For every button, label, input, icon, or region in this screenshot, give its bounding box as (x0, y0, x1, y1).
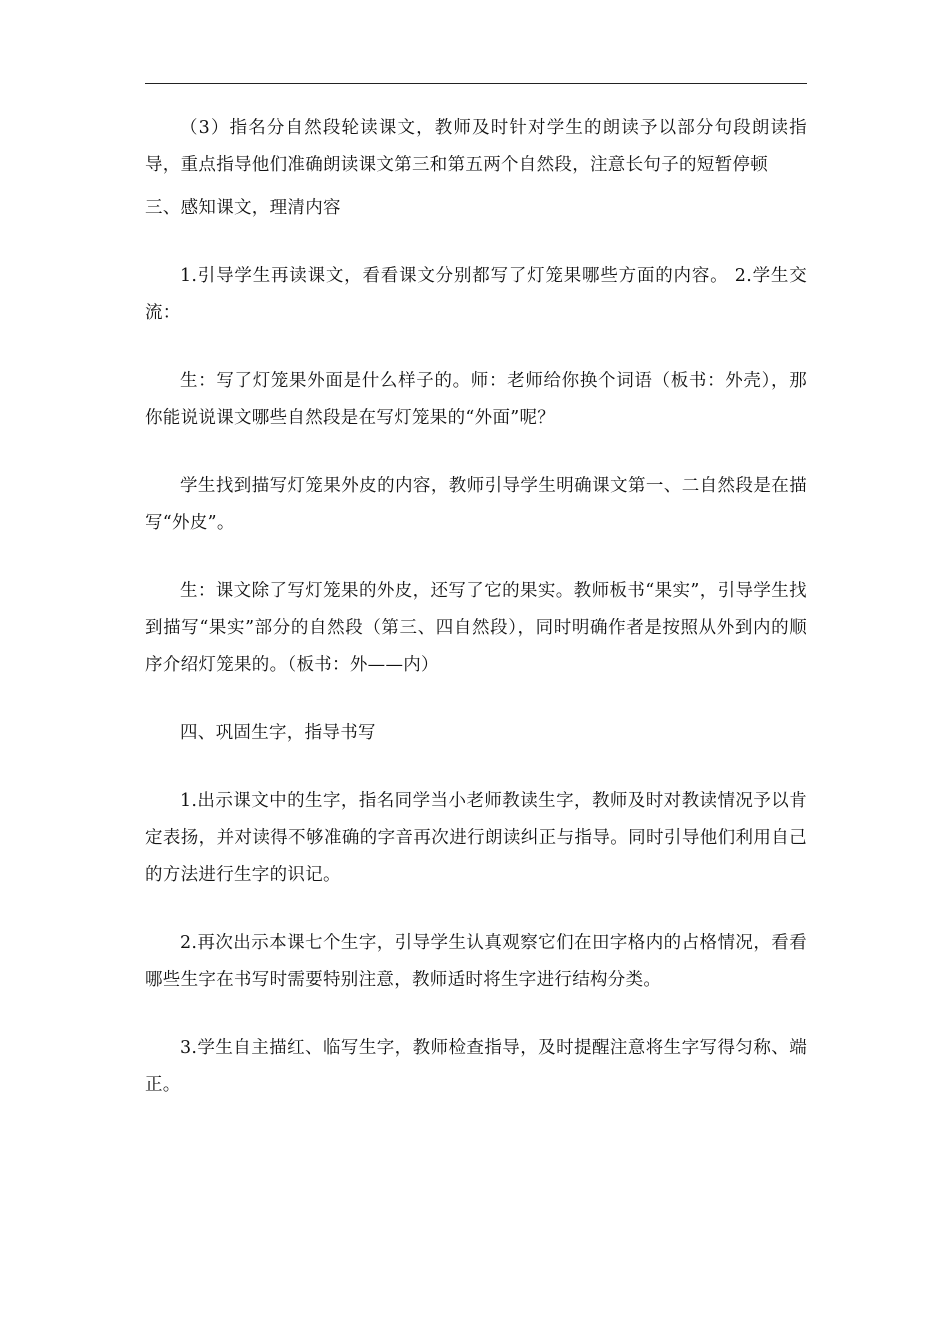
paragraph-dialogue: 生：写了灯笼果外面是什么样子的。师：老师给你换个词语（板书：外壳），那你能说说课文哪些自然段是在写灯笼果的“外面”呢？ (145, 371, 807, 428)
document-body (145, 110, 807, 1104)
section-heading-4: 四、巩固生字，指导书写 (180, 723, 376, 743)
paragraph-outer-skin: 学生找到描写灯笼果外皮的内容，教师引导学生明确课文第一、二自然段是在描写“外皮”。 (145, 476, 807, 533)
section-heading-3: 三、感知课文，理清内容 (145, 198, 341, 218)
header-rule (145, 83, 807, 84)
paragraph-seven-characters: 2.再次出示本课七个生字，引导学生认真观察它们在田字格内的占格情况，看看哪些生字在书写时需要特别注意，教师适时将生字进行结构分类。 (145, 933, 807, 990)
paragraph-reread: 1.引导学生再读课文，看看课文分别都写了灯笼果哪些方面的内容。 2.学生交流： (145, 266, 807, 323)
paragraph-reading-guidance: （3）指名分自然段轮读课文，教师及时针对学生的朗读予以部分句段朗读指导，重点指导他们准确朗读课文第三和第五两个自然段，注意长句子的短暂停顿 (145, 118, 807, 175)
paragraph-show-characters: 1.出示课文中的生字，指名同学当小老师教读生字，教师及时对教读情况予以肯定表扬，并对读得不够准确的字音再次进行朗读纠正与指导。同时引导他们利用自己的方法进行生字的识记。 (145, 791, 807, 885)
paragraph-fruit: 生：课文除了写灯笼果的外皮，还写了它的果实。教师板书“果实”，引导学生找到描写“果实”部分的自然段（第三、四自然段），同时明确作者是按照从外到内的顺序介绍灯笼果的。（板书：外——内） (145, 581, 807, 675)
paragraph-tracing: 3.学生自主描红、临写生字，教师检查指导，及时提醒注意将生字写得匀称、端正。 (145, 1038, 807, 1095)
